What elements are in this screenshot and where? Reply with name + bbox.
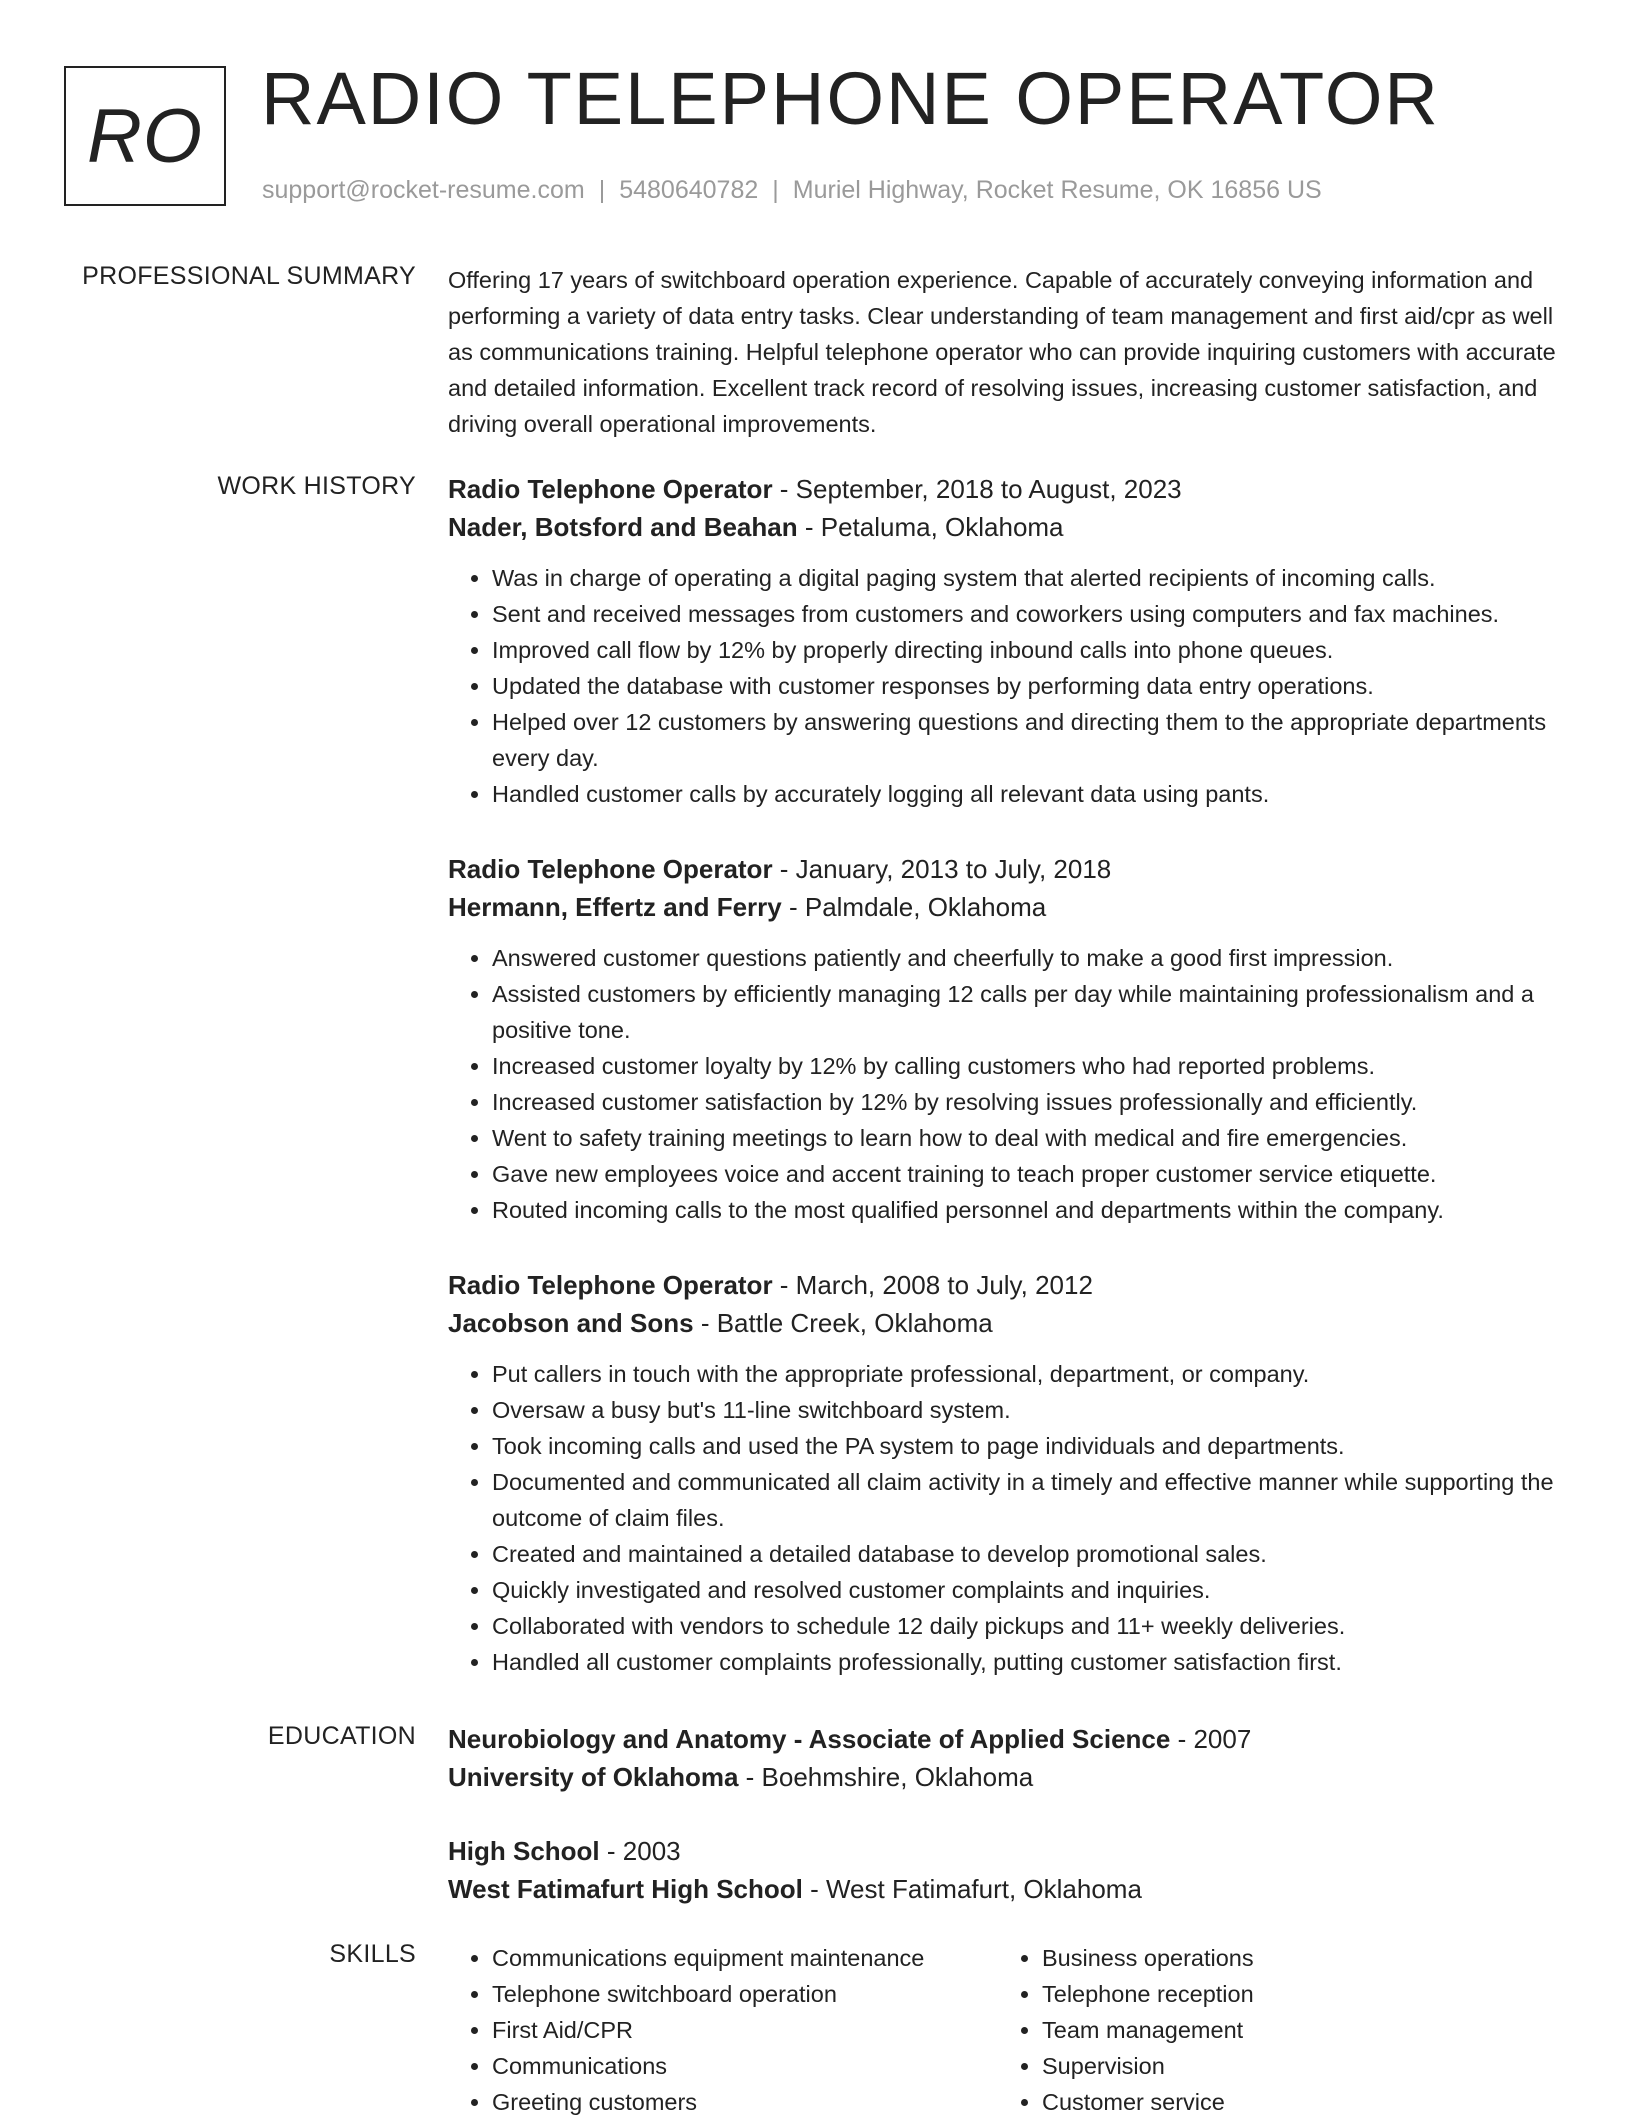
list-item: • Updated the database with customer responses by performing data entry operations. (492, 668, 1568, 704)
job-company-line (448, 888, 1568, 926)
education-degree: High School (448, 1836, 600, 1866)
list-item: • Was in charge of operating a digital paging system that alerted recipients of incoming calls. (492, 560, 1568, 596)
list-item: • Quickly investigated and resolved customer complaints and inquiries. (492, 1572, 1568, 1608)
education-school: University of Oklahoma (448, 1762, 739, 1792)
list-item: • Communications (492, 2048, 998, 2084)
resume-name: RADIO TELEPHONE OPERATOR (261, 57, 1440, 140)
job-company: Nader, Botsford and Beahan (448, 512, 798, 542)
job-role: Radio Telephone Operator (448, 854, 773, 884)
contact-phone[interactable]: 5480640782 (619, 176, 759, 204)
skills-list (448, 1940, 998, 2120)
section-title-work-history: WORK HISTORY (217, 472, 416, 500)
job-title-line (448, 1266, 1568, 1304)
list-item: • Communications equipment maintenance (492, 1940, 998, 1976)
list-item: • Documented and communicated all claim activity in a timely and effective manner while supporting the outcome of claim files. (492, 1464, 1568, 1536)
list-item: • Routed incoming calls to the most qualified personnel and departments within the company. (492, 1192, 1568, 1228)
job-bullet-list (448, 940, 1568, 1228)
education-degree-line (448, 1720, 1568, 1758)
education-school: West Fatimafurt High School (448, 1874, 803, 1904)
list-item: • Put callers in touch with the appropriate professional, department, or company. (492, 1356, 1568, 1392)
education-school-line (448, 1758, 1568, 1796)
job-company-line (448, 508, 1568, 546)
list-item: • Customer service (1042, 2084, 1518, 2120)
contact-email[interactable]: support@rocket-resume.com (262, 176, 585, 204)
list-item: • Handled all customer complaints professionally, putting customer satisfaction first. (492, 1644, 1568, 1680)
list-item: • Created and maintained a detailed database to develop promotional sales. (492, 1536, 1568, 1572)
education-location: - West Fatimafurt, Oklahoma (802, 1874, 1142, 1904)
job-entry (448, 1266, 1568, 1680)
job-location: - Palmdale, Oklahoma (781, 892, 1047, 922)
list-item: • Assisted customers by efficiently managing 12 calls per day while maintaining professionalism and a positive tone. (492, 976, 1568, 1048)
job-title-line (448, 850, 1568, 888)
job-role: Radio Telephone Operator (448, 474, 773, 504)
list-item: • Team management (1042, 2012, 1518, 2048)
job-location: - Petaluma, Oklahoma (797, 512, 1064, 542)
skills-column-2 (998, 1940, 1518, 2120)
education-year: - 2003 (599, 1836, 681, 1866)
list-item: • Collaborated with vendors to schedule 12 daily pickups and 11+ weekly deliveries. (492, 1608, 1568, 1644)
education-year: - 2007 (1170, 1724, 1252, 1754)
job-role: Radio Telephone Operator (448, 1270, 773, 1300)
education-degree: Neurobiology and Anatomy - Associate of Applied Science (448, 1724, 1171, 1754)
education-entry (448, 1832, 1568, 1908)
list-item: • Improved call flow by 12% by properly directing inbound calls into phone queues. (492, 632, 1568, 668)
job-bullet-list (448, 1356, 1568, 1680)
summary-text: Offering 17 years of switchboard operation experience. Capable of accurately conveying information and performing a variety of data entry tasks. Clear understanding of team management and first aid/cpr as well as communications training. Helpful telephone operator who can provide inquiring customers with accurate and detailed information. Excellent track record of resolving issues, increasing customer satisfaction, and driving overall operational improvements. (448, 267, 1556, 437)
list-item: • Business operations (1042, 1940, 1518, 1976)
job-dates: - January, 2013 to July, 2018 (772, 854, 1112, 884)
job-company-line (448, 1304, 1568, 1342)
list-item: • Telephone switchboard operation (492, 1976, 998, 2012)
list-item: • First Aid/CPR (492, 2012, 998, 2048)
education-degree-line (448, 1832, 1568, 1870)
list-item: • Gave new employees voice and accent training to teach proper customer service etiquette. (492, 1156, 1568, 1192)
list-item: • Supervision (1042, 2048, 1518, 2084)
contact-line (262, 176, 1322, 205)
job-company: Hermann, Effertz and Ferry (448, 892, 782, 922)
contact-address: Muriel Highway, Rocket Resume, OK 16856 US (792, 176, 1322, 204)
monogram-badge: RO (64, 66, 226, 206)
job-title-line (448, 470, 1568, 508)
section-title-education: EDUCATION (267, 1722, 416, 1750)
list-item: • Sent and received messages from customers and coworkers using computers and fax machines. (492, 596, 1568, 632)
section-title-skills: SKILLS (329, 1940, 416, 1968)
section-title-summary: PROFESSIONAL SUMMARY (82, 262, 416, 290)
list-item: • Answered customer questions patiently and cheerfully to make a good first impression. (492, 940, 1568, 976)
job-entry (448, 470, 1568, 812)
list-item: • Telephone reception (1042, 1976, 1518, 2012)
skills-list (998, 1940, 1518, 2120)
list-item: • Helped over 12 customers by answering questions and directing them to the appropriate departments every day. (492, 704, 1568, 776)
job-entry (448, 850, 1568, 1228)
job-company: Jacobson and Sons (448, 1308, 694, 1338)
list-item: • Oversaw a busy but's 11-line switchboard system. (492, 1392, 1568, 1428)
skills-columns (448, 1940, 1568, 2120)
list-item: • Went to safety training meetings to learn how to deal with medical and fire emergencies. (492, 1120, 1568, 1156)
education-location: - Boehmshire, Oklahoma (738, 1762, 1034, 1792)
job-location: - Battle Creek, Oklahoma (693, 1308, 993, 1338)
list-item: • Increased customer satisfaction by 12% by resolving issues professionally and efficiently. (492, 1084, 1568, 1120)
job-bullet-list (448, 560, 1568, 812)
list-item: • Handled customer calls by accurately logging all relevant data using pants. (492, 776, 1568, 812)
job-dates: - September, 2018 to August, 2023 (772, 474, 1182, 504)
education-school-line (448, 1870, 1568, 1908)
skills-column-1 (448, 1940, 998, 2120)
contact-separator: | (598, 176, 606, 204)
list-item: • Greeting customers (492, 2084, 998, 2120)
job-dates: - March, 2008 to July, 2012 (772, 1270, 1093, 1300)
list-item: • Increased customer loyalty by 12% by calling customers who had reported problems. (492, 1048, 1568, 1084)
list-item: • Took incoming calls and used the PA system to page individuals and departments. (492, 1428, 1568, 1464)
contact-separator: | (772, 176, 779, 204)
education-entry (448, 1720, 1568, 1796)
